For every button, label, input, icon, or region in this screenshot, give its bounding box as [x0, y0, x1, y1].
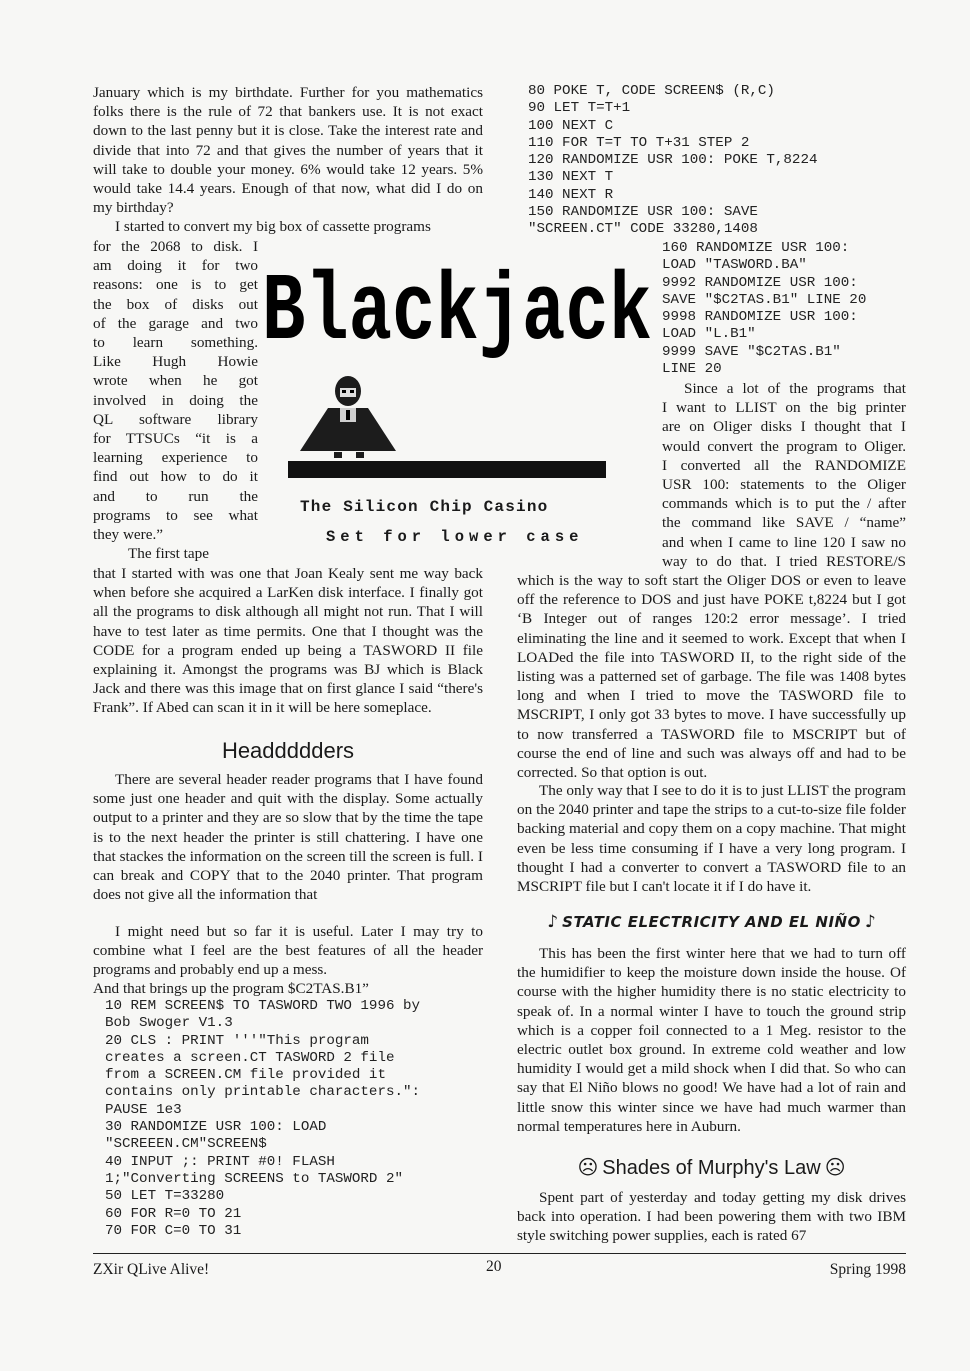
text-line: am doing it for two	[93, 257, 258, 275]
paragraph-static: This has been the first winter here that we had to turn off the humidifier to keep the moisture down inside the house. Of course with the higher humidity there is no static electricity to speak of. In a normal winter I have to touch the ground strip which is a copper foil connected to a 1 Meg. resistor to the electric outlet box ground. In extreme cold weather and low humidity I would get a mild shock when I did that. So who can say that El Niño blows no good! We have had a lot of rain and little snow this winter since we have had much warmer than normal temperatures here in Auburn.	[517, 945, 906, 1135]
code-line: "SCREEEN.CM"SCREEN$	[105, 1136, 267, 1153]
blackjack-figure	[258, 246, 656, 494]
text-line: would convert the program to Oliger.	[662, 437, 906, 455]
code-line: 140 NEXT R	[528, 186, 614, 203]
text-line: Since a lot of the programs that	[684, 380, 906, 397]
paragraph-oliger-narrow	[662, 379, 906, 571]
paragraph-combine: I might need but so far it is useful. Later I may try to combine what I feel are the best features of all the header programs and probably end up a mess.	[93, 923, 483, 979]
code-line: 50 LET T=33280	[105, 1188, 225, 1205]
code-line: "SCREEN.CT" CODE 33280,1408	[528, 221, 758, 238]
code-line: LINE 20	[662, 361, 722, 378]
code-line: 150 RANDOMIZE USR 100: SAVE	[528, 204, 758, 221]
text-line: way to do that. I tried RESTORE/S	[662, 552, 906, 570]
heading-headers: Headdddders	[221, 738, 355, 763]
code-line: PAUSE 1e3	[105, 1101, 182, 1118]
text-line: The first tape	[128, 545, 209, 563]
code-line: 20 CLS : PRINT '''"This program	[105, 1032, 369, 1049]
code-line: 9992 RANDOMIZE USR 100:	[662, 274, 858, 291]
paragraph-convert-narrow	[93, 237, 258, 563]
code-line: 40 INPUT ;: PRINT #0! FLASH	[105, 1153, 335, 1170]
paragraph-disk-drives: Spent part of yesterday and today getting my disk drives back into operation. I had been powering them with two IBM style switching power supplies, each is rated 67	[517, 1189, 906, 1245]
text-line: Like Hugh Howie	[93, 353, 258, 371]
code-line: 1;"Converting SCREENS to TASWORD 2"	[105, 1170, 403, 1187]
note-icon: ♪	[547, 912, 559, 932]
paragraph-program-intro: And that brings up the program $C2TAS.B1”	[93, 980, 369, 997]
paragraph-header-readers: There are several header reader programs that I have found some just one header and quit with the display. Some actually output to a printer and they are so slow that by the time the tape is to the next header the printer is still chattering. I have one that stackes the information on the screen till the screen is full. I can break and COPY that to the 2040 printer. That program does not give all the information that	[93, 771, 483, 904]
code-line: 80 POKE T, CODE SCREEN$ (R,C)	[528, 83, 775, 99]
code-line: 90 LET T=T+1	[528, 100, 631, 117]
paragraph-oliger-rest: which is the way to soft start the Oliger DOS or even to leave off the reference to DOS and just have POKE t,8224 but I got ‘B Integer out of ranges 120:2 error message’. I tried eliminating the line and it seemed to work. Except that when I LOADed the file into TASWORD II, to the right side of the listing was a patterned set of garbage. The file was 1408 bytes long and when I tried to move the TASWORD file to MSCRIPT, I only got 33 bytes to move. I have successfully up to now transferred a TASWORD file to MSCRIPT but of course the end of line and such was always off and had to be corrected. So that option is out.	[517, 572, 906, 782]
code-line: 120 RANDOMIZE USR 100: POKE T,8224	[528, 152, 818, 169]
text-line: they were.”	[93, 526, 163, 544]
code-line: 130 NEXT T	[528, 169, 614, 186]
figure-caption-casino: The Silicon Chip Casino	[300, 498, 549, 516]
paragraph-first-tape: that I started with was one that Joan Kealy sent me way back when before she acquired a LarKen disk interface. I finally got all the programs to disk although all might not run. That I will have to test later as time permits. One that I thought was the CODE for a program ended up being a TASWORD II file explaining it. Amongst the programs was BJ which is Black Jack and there was this image that on first glance I said “there's Frank”. If Abed can scan it in it will be here someplace.	[93, 565, 483, 717]
text-line: of the garage and two	[93, 314, 258, 332]
page-number: 20	[486, 1258, 502, 1275]
text-line: I want to LLIST on the big printer	[662, 399, 906, 417]
text-line: for TTSUCs “it is a	[93, 430, 258, 448]
text-line: programs to see what	[93, 506, 258, 524]
text-line: I converted all the RANDOMIZE	[662, 456, 906, 474]
text-line: to learn something.	[93, 334, 258, 352]
frown-face-icon: ☹	[824, 1155, 846, 1179]
text-line: are on Oliger disks I thought that I	[662, 418, 906, 436]
note-icon: ♪	[864, 912, 876, 932]
heading-murphys-law: ☹ Shades of Murphy's Law ☹	[577, 1155, 846, 1179]
paragraph-llist: The only way that I see to do it is to just LLIST the program on the 2040 printer and tape the strips to a cut-to-size file folder backing material and copy them on a copy machine. That might even be less time consuming if I have a very long program. I thought I had a converter to convert a TASWORD file to an MSCRIPT file but I can't locate it if I do have it.	[517, 782, 906, 896]
text-line: commands which is to put the / after	[662, 495, 906, 513]
frown-face-icon: ☹	[577, 1155, 599, 1179]
code-line: 60 FOR R=0 TO 21	[105, 1205, 242, 1222]
code-line: Bob Swoger V1.3	[105, 1015, 233, 1032]
paragraph-birthdate: January which is my birthdate. Further for you mathematics folks there is the rule of 72 that bankers use. It is not exact down to the last penny but it is close. Take the interest rate and divide that into 72 and that gives the number of years that it will take to double your money. 6% would take 12 years. 5% would take 14.4 years. Enough of that now, what did I do on my birthday?	[93, 84, 483, 217]
blackjack-title-art: Blackjack	[262, 258, 652, 367]
code-line: 160 RANDOMIZE USR 100:	[662, 240, 850, 256]
code-line: SAVE "$C2TAS.B1" LINE 20	[662, 291, 867, 308]
code-line: contains only printable characters.":	[105, 1084, 421, 1101]
text-line: the box of disks out	[93, 295, 258, 313]
text-line: and to run the	[93, 487, 258, 505]
text-line: involved in doing the	[93, 391, 258, 409]
dealer-figure	[300, 376, 396, 458]
code-line: LOAD "TASWORD.BA"	[662, 257, 807, 274]
code-line: creates a screen.CT TASWORD 2 file	[105, 1049, 395, 1066]
footer-title: ZXir QLive Alive!	[93, 1261, 210, 1278]
text-line: QL software library	[93, 410, 258, 428]
code-line: 70 FOR C=0 TO 31	[105, 1222, 242, 1239]
blackjack-pixel-art	[258, 246, 656, 494]
code-listing-right-top	[528, 83, 817, 239]
code-listing-right-narrow	[662, 240, 866, 378]
text-line: reasons: one is to get	[93, 276, 258, 294]
figure-caption-lowercase: Set for lower case	[326, 528, 584, 546]
text-line: USR 100: statements to the Oliger	[662, 476, 906, 494]
code-line: 9998 RANDOMIZE USR 100:	[662, 309, 858, 326]
text-line: for the 2068 to disk. I	[93, 238, 258, 255]
heading-static-electricity: ♪ STATIC ELECTRICITY AND EL NIÑO ♪	[547, 912, 876, 932]
text-line: wrote when he got	[93, 372, 258, 390]
code-line: 100 NEXT C	[528, 117, 614, 134]
code-line: 30 RANDOMIZE USR 100: LOAD	[105, 1119, 327, 1136]
text-line: and when I came to line 120 I saw no	[662, 533, 906, 551]
footer-rule	[93, 1253, 906, 1254]
code-line: 110 FOR T=T TO T+31 STEP 2	[528, 134, 750, 151]
footer-date: Spring 1998	[829, 1261, 906, 1278]
paragraph-convert-first-line: I started to convert my big box of cassette programs	[115, 218, 431, 235]
code-line: LOAD "L.B1"	[662, 326, 756, 343]
code-line: 10 REM SCREEN$ TO TASWORD TWO 1996 by	[105, 998, 421, 1014]
code-listing-left	[105, 998, 420, 1240]
text-line: the command like SAVE / “name”	[662, 514, 906, 532]
text-line: find out how to do it	[93, 468, 258, 486]
card-table	[288, 461, 606, 478]
code-line: from a SCREEN.CM file provided it	[105, 1067, 386, 1084]
text-line: learning experience to	[93, 449, 258, 467]
code-line: 9999 SAVE "$C2TAS.B1"	[662, 343, 841, 360]
